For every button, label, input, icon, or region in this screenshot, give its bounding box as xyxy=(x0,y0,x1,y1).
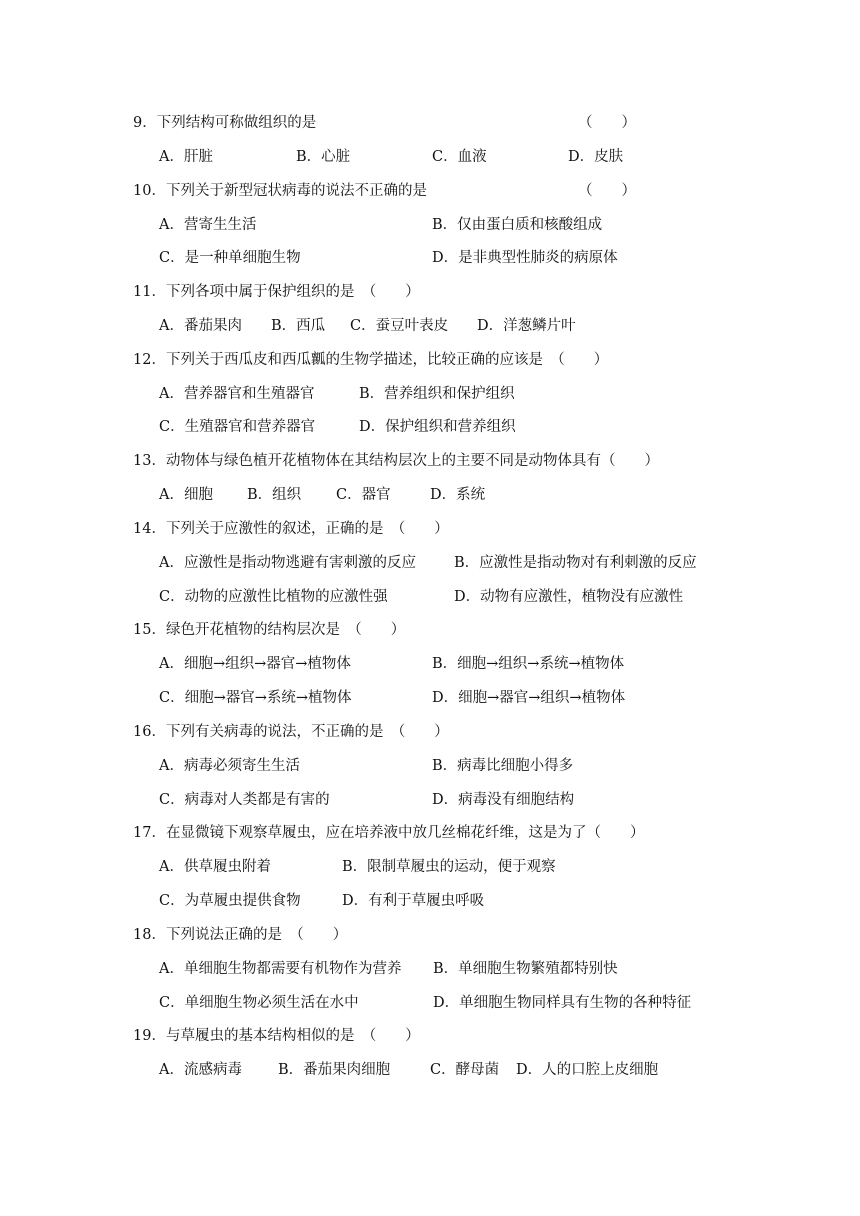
question-18-option-c: C．单细胞生物必须生活在水中 xyxy=(159,995,359,1011)
question-18-option-d: D．单细胞生物同样具有生物的各种特征 xyxy=(433,995,692,1011)
question-9-option-c: C．血液 xyxy=(432,149,487,165)
question-17-option-a: A．供草履虫附着 xyxy=(159,859,271,875)
question-14-option-b: B．应激性是指动物对有利刺激的反应 xyxy=(454,555,697,571)
question-12-option-a: A．营养器官和生殖器官 xyxy=(159,386,315,402)
question-9-answer-blank: （ ） xyxy=(578,115,636,131)
question-16-option-d: D．病毒没有细胞结构 xyxy=(432,792,575,808)
question-9-option-d: D．皮肤 xyxy=(568,149,624,165)
question-14-stem: 14．下列关于应激性的叙述，正确的是 （ ） xyxy=(133,521,449,537)
question-12-stem: 12．下列关于西瓜皮和西瓜瓤的生物学描述，比较正确的应该是 （ ） xyxy=(133,352,609,368)
question-16-option-c: C．病毒对人类都是有害的 xyxy=(159,792,330,808)
question-19-option-c: C．酵母菌 xyxy=(430,1062,500,1078)
question-10-option-a: A．营寄生生活 xyxy=(159,217,257,233)
question-19-stem: 19．与草履虫的基本结构相似的是 （ ） xyxy=(133,1028,420,1044)
question-17-option-d: D．有利于草履虫呼吸 xyxy=(342,893,485,909)
question-18-option-b: B．单细胞生物繁殖都特别快 xyxy=(433,961,618,977)
question-19-option-b: B．番茄果肉细胞 xyxy=(278,1062,391,1078)
question-13-stem: 13．动物体与绿色植开花植物体在其结构层次上的主要不同是动物体具有（ ） xyxy=(133,453,659,469)
question-15-option-d: D．细胞→器官→组织→植物体 xyxy=(432,690,626,706)
question-19-option-a: A．流感病毒 xyxy=(159,1062,242,1078)
question-15-option-a: A．细胞→组织→器官→植物体 xyxy=(159,656,351,672)
question-15-option-b: B．细胞→组织→系统→植物体 xyxy=(432,656,625,672)
question-15-stem: 15．绿色开花植物的结构层次是 （ ） xyxy=(133,622,406,638)
question-12-option-d: D．保护组织和营养组织 xyxy=(359,419,516,435)
question-10-option-c: C．是一种单细胞生物 xyxy=(159,250,301,266)
question-12-option-b: B．营养组织和保护组织 xyxy=(359,386,515,402)
question-13-option-b: B．组织 xyxy=(247,487,302,503)
question-11-option-d: D．洋葱鳞片叶 xyxy=(477,318,576,334)
question-11-option-a: A．番茄果肉 xyxy=(159,318,242,334)
question-10-stem: 10．下列关于新型冠状病毒的说法不正确的是 xyxy=(133,183,427,199)
question-17-option-b: B．限制草履虫的运动，便于观察 xyxy=(342,859,556,875)
question-10-answer-blank: （ ） xyxy=(578,183,636,199)
question-10-option-d: D．是非典型性肺炎的病原体 xyxy=(432,250,618,266)
question-16-stem: 16．下列有关病毒的说法，不正确的是 （ ） xyxy=(133,724,449,740)
question-17-option-c: C．为草履虫提供食物 xyxy=(159,893,301,909)
question-12-option-c: C．生殖器官和营养器官 xyxy=(159,419,316,435)
question-15-option-c: C．细胞→器官→系统→植物体 xyxy=(159,690,352,706)
question-9-stem: 9．下列结构可称做组织的是 xyxy=(133,115,317,131)
question-18-option-a: A．单细胞生物都需要有机物作为营养 xyxy=(159,961,402,977)
question-11-stem: 11．下列各项中属于保护组织的是 （ ） xyxy=(133,284,420,300)
question-9-option-b: B．心脏 xyxy=(296,149,351,165)
question-19-option-d: D．人的口腔上皮细胞 xyxy=(516,1062,659,1078)
question-16-option-b: B．病毒比细胞小得多 xyxy=(432,758,574,774)
question-13-option-c: C．器官 xyxy=(336,487,391,503)
question-13-option-a: A．细胞 xyxy=(159,487,213,503)
question-14-option-d: D．动物有应激性，植物没有应激性 xyxy=(454,589,684,605)
question-11-option-b: B．西瓜 xyxy=(271,318,326,334)
question-10-option-b: B．仅由蛋白质和核酸组成 xyxy=(432,217,603,233)
question-13-option-d: D．系统 xyxy=(430,487,486,503)
question-9-option-a: A．肝脏 xyxy=(159,149,213,165)
question-18-stem: 18．下列说法正确的是 （ ） xyxy=(133,927,348,943)
question-17-stem: 17．在显微镜下观察草履虫，应在培养液中放几丝棉花纤维，这是为了（ ） xyxy=(133,825,645,841)
question-11-option-c: C．蚕豆叶表皮 xyxy=(350,318,449,334)
question-14-option-c: C．动物的应激性比植物的应激性强 xyxy=(159,589,388,605)
question-14-option-a: A．应激性是指动物逃避有害刺激的反应 xyxy=(159,555,416,571)
question-16-option-a: A．病毒必须寄生生活 xyxy=(159,758,300,774)
